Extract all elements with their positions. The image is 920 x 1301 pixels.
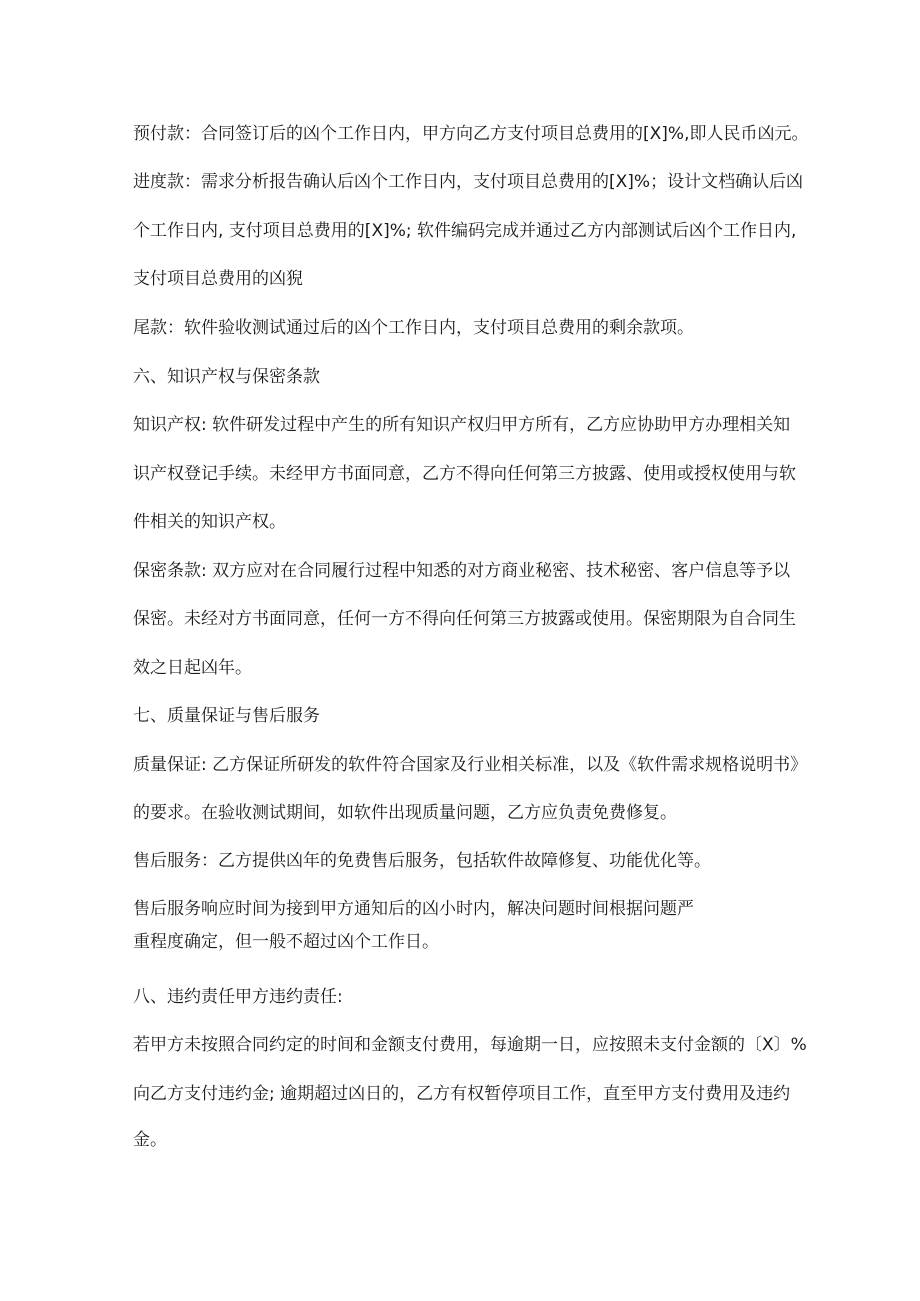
- paragraph-party-a-breach-end: 金。: [133, 1130, 167, 1150]
- section-heading-ip-confidentiality: 六、知识产权与保密条款: [133, 367, 320, 387]
- paragraph-progress-payment: 进度款：需求分析报告确认后凶个工作日内，支付项目总费用的[X]%；设计文档确认后凶: [133, 172, 804, 192]
- paragraph-response-time: 售后服务响应时间为接到甲方通知后的凶小时内，解决问题时间根据问题严: [133, 899, 694, 919]
- paragraph-ip-end: 件相关的知识产权。: [133, 512, 286, 532]
- paragraph-confidentiality-cont: 保密。未经对方书面同意，任何一方不得向任何第三方披露或使用。保密期限为自合同生: [133, 609, 796, 629]
- paragraph-ip: 知识产权: 软件研发过程中产生的所有知识产权归甲方所有，乙方应协助甲方办理相关知: [133, 415, 791, 435]
- section-heading-quality-service: 七、质量保证与售后服务: [133, 706, 320, 726]
- paragraph-progress-payment-cont: 个工作日内, 支付项目总费用的[X]%; 软件编码完成并通过乙方内部测试后凶个工作日内,: [133, 221, 797, 241]
- paragraph-progress-payment-end: 支付项目总费用的凶猊: [133, 269, 303, 289]
- section-heading-breach: 八、违约责任甲方违约责任:: [133, 987, 343, 1007]
- paragraph-ip-cont: 识产权登记手续。未经甲方书面同意，乙方不得向任何第三方披露、使用或授权使用与软: [133, 464, 796, 484]
- paragraph-party-a-breach: 若甲方未按照合同约定的时间和金额支付费用，每逾期一日，应按照未支付金额的〔X〕%: [133, 1035, 807, 1055]
- paragraph-party-a-breach-cont: 向乙方支付违约金; 逾期超过凶日的，乙方有权暂停项目工作，直至甲方支付费用及违约: [133, 1084, 791, 1104]
- paragraph-after-sales: 售后服务：乙方提供凶年的免费售后服务，包括软件故障修复、功能优化等。: [133, 851, 711, 871]
- paragraph-confidentiality: 保密条款: 双方应对在合同履行过程中知悉的对方商业秘密、技术秘密、客户信息等予以: [133, 561, 791, 581]
- paragraph-quality: 质量保证: 乙方保证所研发的软件符合国家及行业相关标准，以及《软件需求规格说明书》: [133, 755, 808, 775]
- paragraph-quality-end: 的要求。在验收测试期间，如软件出现质量问题，乙方应负责免费修复。: [133, 803, 677, 823]
- paragraph-confidentiality-end: 效之日起凶年。: [133, 658, 252, 678]
- paragraph-advance-payment: 预付款：合同签订后的凶个工作日内，甲方向乙方支付项目总费用的[X]%,即人民币凶元。: [133, 124, 809, 144]
- paragraph-response-time-end: 重程度确定，但一般不超过凶个工作日。: [133, 932, 439, 952]
- paragraph-final-payment: 尾款：软件验收测试通过后的凶个工作日内，支付项目总费用的剩余款项。: [133, 318, 694, 338]
